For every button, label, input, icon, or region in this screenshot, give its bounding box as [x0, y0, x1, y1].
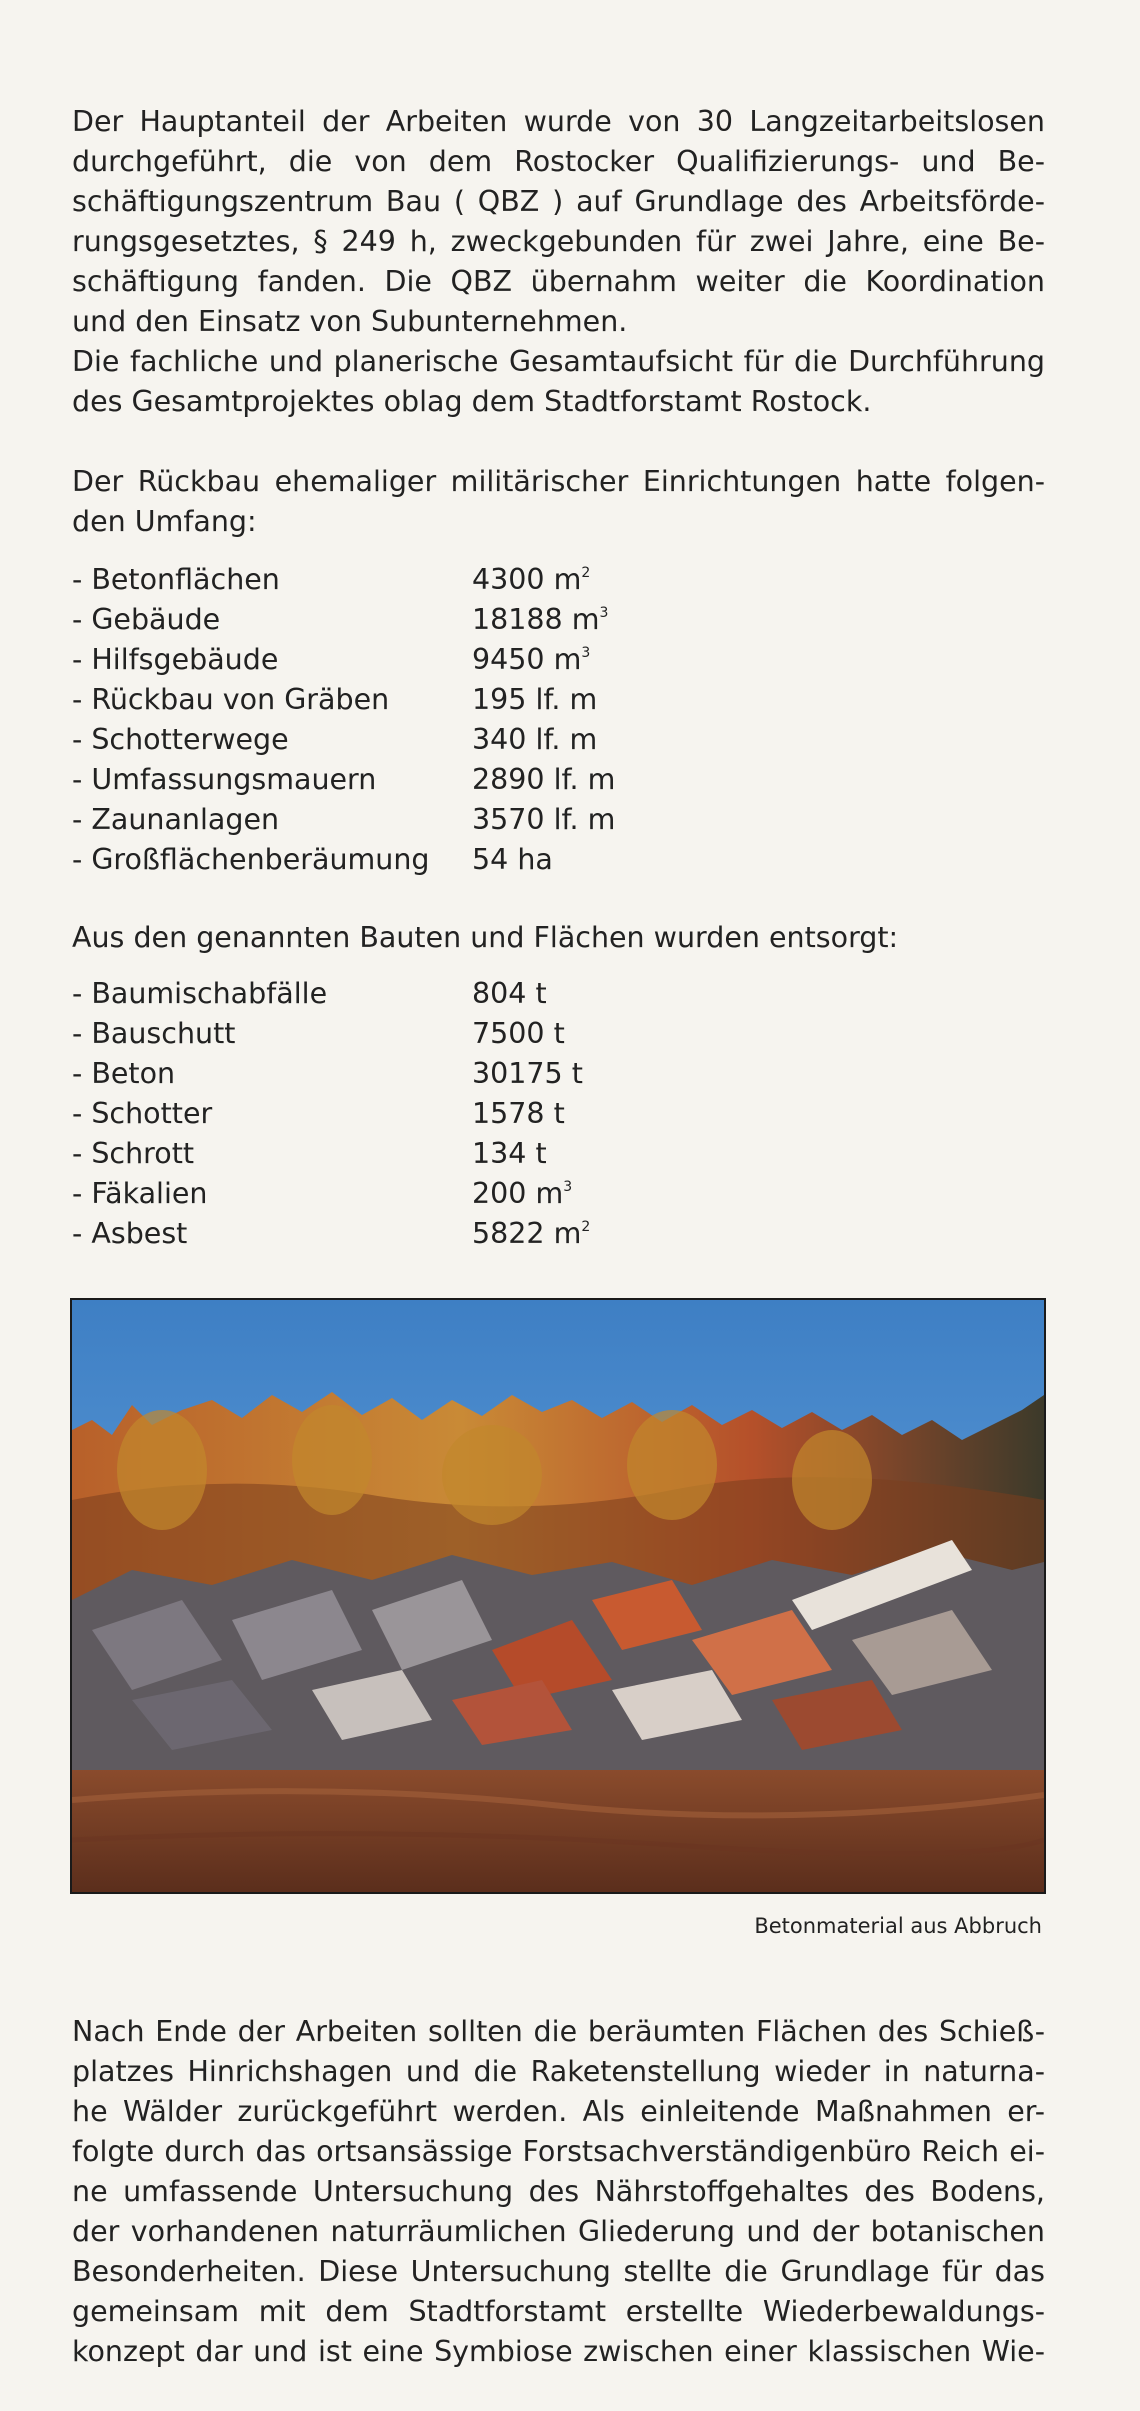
entsorgt-intro — [72, 918, 1045, 958]
list-item — [72, 974, 772, 1014]
text-line: ne umfassende Untersuchung des Nährstoffgehaltes des Bodens, — [72, 2175, 1045, 2208]
unit-exponent: 3 — [599, 605, 609, 621]
item-value: 7500 t — [472, 1017, 565, 1050]
item-name: - Baumischabfälle — [72, 977, 328, 1010]
list-item — [72, 760, 772, 800]
item-value: 30175 t — [472, 1057, 583, 1090]
unit-exponent: 2 — [581, 1219, 591, 1235]
item-name: - Hilfsgebäude — [72, 643, 279, 676]
item-name: - Beton — [72, 1057, 176, 1090]
rueckbau-intro — [72, 462, 1045, 542]
text-line: Besonderheiten. Diese Untersuchung stellte die Grundlage für das — [72, 2255, 1045, 2288]
list-item — [72, 840, 772, 880]
unit-exponent: 3 — [563, 1179, 573, 1195]
item-name: - Bauschutt — [72, 1017, 236, 1050]
intro-paragraph — [72, 102, 1045, 422]
text-line: und den Einsatz von Subunternehmen. — [72, 305, 628, 338]
list-item — [72, 1094, 772, 1134]
list-item — [72, 680, 772, 720]
item-name: - Schrott — [72, 1137, 195, 1170]
item-name: - Rückbau von Gräben — [72, 683, 390, 716]
item-name: - Asbest — [72, 1217, 188, 1250]
text-line: der vorhandenen naturräumlichen Gliederung und der botanischen — [72, 2215, 1045, 2248]
item-value: 804 t — [472, 977, 547, 1010]
text-line: Die fachliche und planerische Gesamtaufsicht für die Durchführung — [72, 345, 1045, 378]
item-name: - Schotterwege — [72, 723, 289, 756]
photo-caption: Betonmaterial aus Abbruch — [754, 1914, 1042, 1938]
list-item — [72, 640, 772, 680]
text-line: des Gesamtprojektes oblag dem Stadtforstamt Rostock. — [72, 385, 872, 418]
item-name: - Schotter — [72, 1097, 213, 1130]
list-item — [72, 1014, 772, 1054]
text-line: folgte durch das ortsansässige Forstsachverständigenbüro Reich ei- — [72, 2135, 1045, 2168]
unit-exponent: 3 — [581, 645, 591, 661]
entsorgt-list — [72, 974, 772, 1254]
text-line: schäftigungszentrum Bau ( QBZ ) auf Grundlage des Arbeitsförde- — [72, 185, 1045, 218]
rueckbau-list — [72, 560, 772, 880]
list-item — [72, 1134, 772, 1174]
item-name: - Gebäude — [72, 603, 221, 636]
rubble-photo — [70, 1298, 1046, 1894]
item-value: 4300 $m^2$ — [472, 563, 591, 596]
list-item — [72, 560, 772, 600]
item-value: 1578 t — [472, 1097, 565, 1130]
item-value: 134 t — [472, 1137, 547, 1170]
text-line: Der Hauptanteil der Arbeiten wurde von 30 Langzeitarbeitslosen — [72, 105, 1045, 138]
text-line: Nach Ende der Arbeiten sollten die beräumten Flächen des Schieß- — [72, 2015, 1045, 2048]
item-value: 5822 $m^2$ — [472, 1217, 591, 1250]
item-name: - Fäkalien — [72, 1177, 208, 1210]
unit-exponent: 2 — [581, 565, 591, 581]
text-line: he Wälder zurückgeführt werden. Als einleitende Maßnahmen er- — [72, 2095, 1045, 2128]
item-name: - Zaunanlagen — [72, 803, 280, 836]
item-value: 54 ha — [472, 843, 553, 876]
list-item — [72, 1174, 772, 1214]
item-value: 2890 lf. m — [472, 763, 616, 796]
text-line: den Umfang: — [72, 505, 257, 538]
item-value: 340 lf. m — [472, 723, 598, 756]
text-line: schäftigung fanden. Die QBZ übernahm weiter die Koordination — [72, 265, 1045, 298]
text-line: durchgeführt, die von dem Rostocker Qualifizierungs- und Be- — [72, 145, 1045, 178]
list-item — [72, 720, 772, 760]
list-item — [72, 1214, 772, 1254]
closing-paragraph — [72, 2012, 1045, 2372]
text-line: Der Rückbau ehemaliger militärischer Einrichtungen hatte folgen- — [72, 465, 1045, 498]
item-name: - Umfassungsmauern — [72, 763, 377, 796]
list-item — [72, 600, 772, 640]
item-value: 3570 lf. m — [472, 803, 616, 836]
text-line: platzes Hinrichshagen und die Raketenstellung wieder in naturna- — [72, 2055, 1045, 2088]
text-line: rungsgesetztes, § 249 h, zweckgebunden für zwei Jahre, eine Be- — [72, 225, 1045, 258]
item-name: - Großflächenberäumung — [72, 843, 430, 876]
item-value: 9450 $m^3$ — [472, 643, 591, 676]
text-line: konzept dar und ist eine Symbiose zwischen einer klassischen Wie- — [72, 2335, 1045, 2368]
item-name: - Betonflächen — [72, 563, 280, 596]
text-line: Aus den genannten Bauten und Flächen wurden entsorgt: — [72, 921, 899, 954]
item-value: 18188 $m^3$ — [472, 603, 609, 636]
item-value: 200 $m^3$ — [472, 1177, 573, 1210]
text-line: gemeinsam mit dem Stadtforstamt erstellte Wiederbewaldungs- — [72, 2295, 1045, 2328]
list-item — [72, 1054, 772, 1094]
list-item — [72, 800, 772, 840]
item-value: 195 lf. m — [472, 683, 598, 716]
